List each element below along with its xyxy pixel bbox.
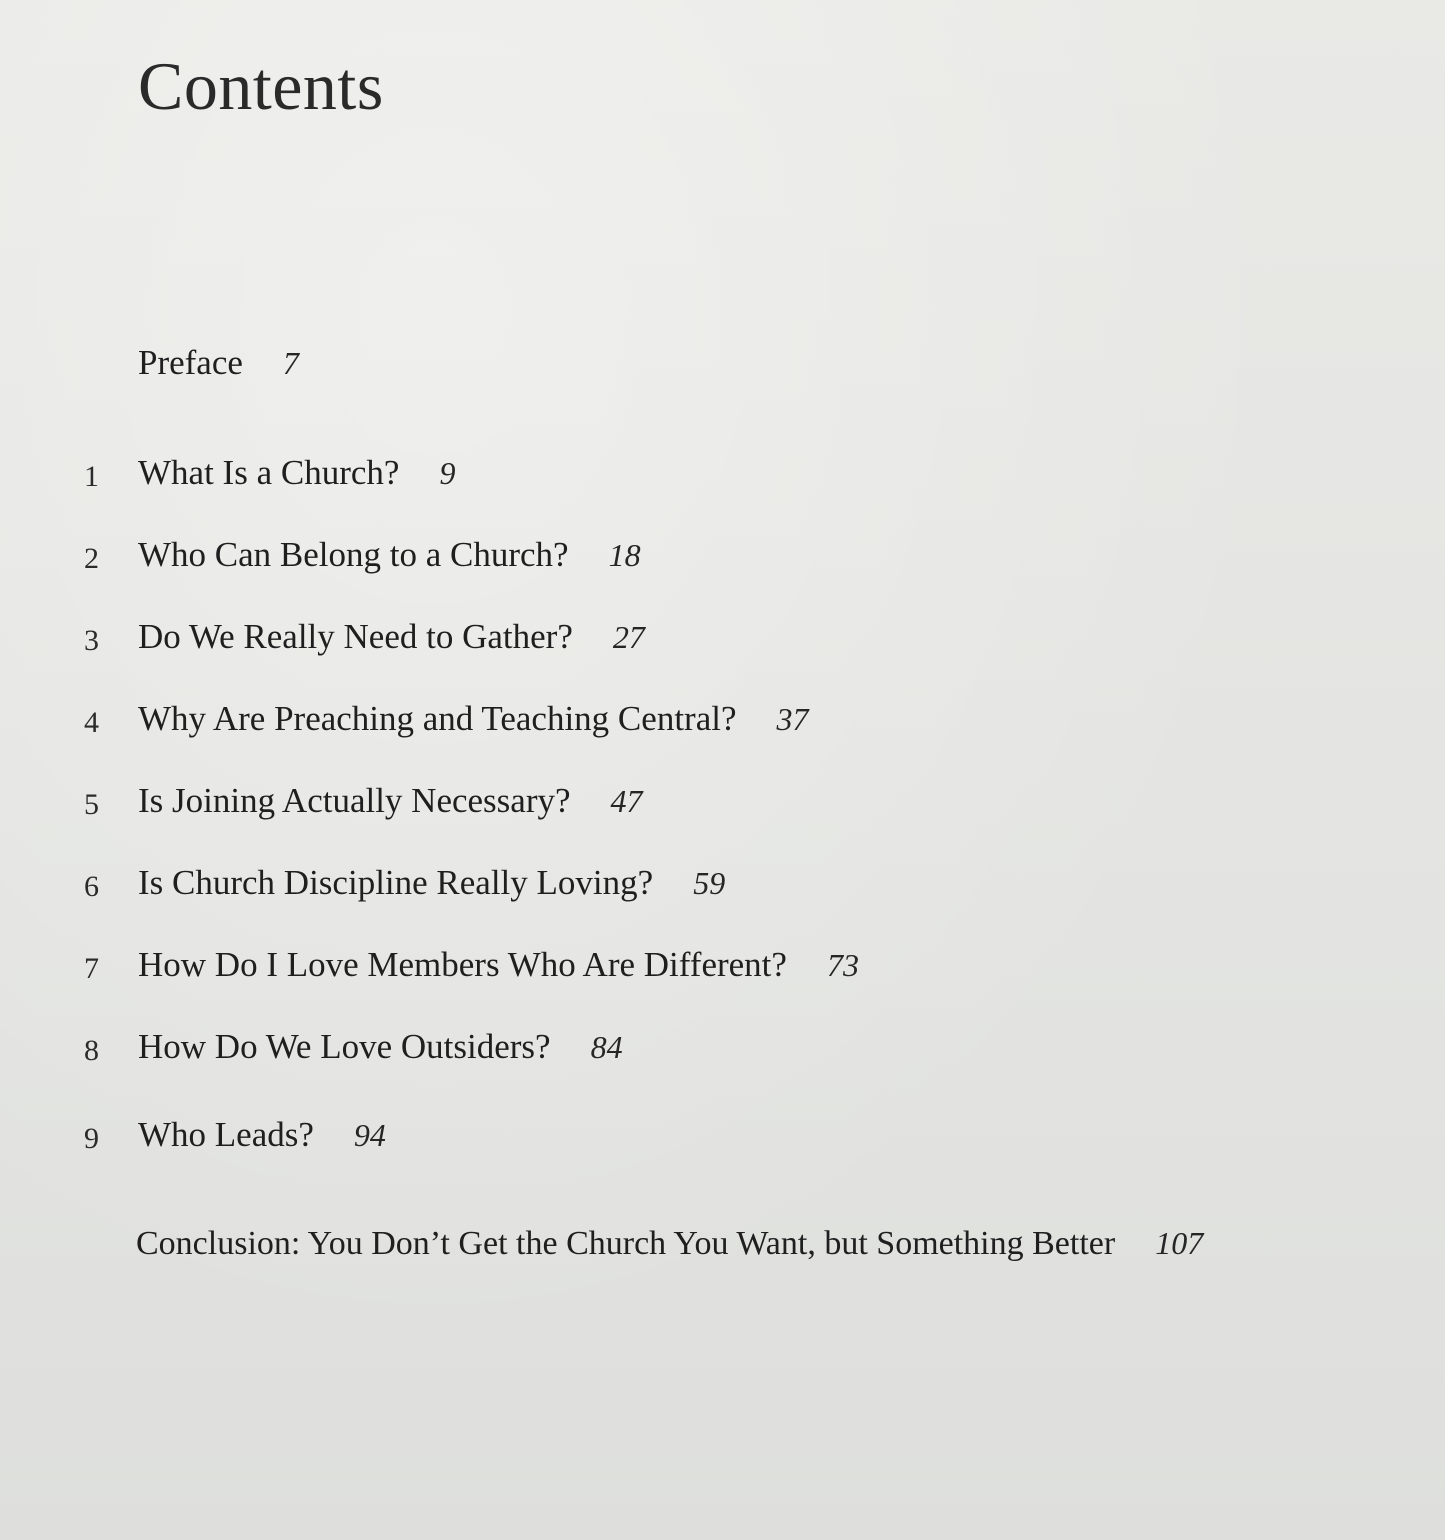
chapter-number: 6 <box>84 870 99 903</box>
toc-page-number: 84 <box>590 1029 623 1065</box>
toc-page-number: 59 <box>693 865 726 901</box>
toc-entry-chapter-7 <box>0 940 1445 990</box>
toc-entry-text <box>138 858 725 908</box>
toc-entry-title: How Do We Love Outsiders? <box>138 1027 551 1066</box>
toc-page-number: 27 <box>612 619 645 655</box>
toc-entry-title: Is Church Discipline Really Loving? <box>138 863 654 902</box>
toc-entry-text <box>138 338 299 388</box>
toc-entry-title: Do We Really Need to Gather? <box>138 617 573 656</box>
toc-page-number: 107 <box>1155 1225 1204 1261</box>
toc-entry-title: Why Are Preaching and Teaching Central? <box>138 699 737 738</box>
toc-entry-text <box>138 448 455 498</box>
toc-entry-text <box>136 1218 1203 1269</box>
chapter-number: 8 <box>84 1034 99 1067</box>
toc-entry-title: What Is a Church? <box>138 453 400 492</box>
toc-page-number: 37 <box>776 701 809 737</box>
chapter-number: 4 <box>84 706 99 739</box>
toc-entry-text <box>138 1110 386 1160</box>
toc-entry-chapter-4 <box>0 694 1445 744</box>
toc-entry-text <box>138 776 643 826</box>
chapter-number: 3 <box>84 624 99 657</box>
toc-page-number: 47 <box>610 783 643 819</box>
toc-entry-chapter-1 <box>0 448 1445 498</box>
chapter-number: 5 <box>84 788 99 821</box>
toc-entry-preface <box>0 338 1445 388</box>
toc-entry-chapter-9 <box>0 1110 1445 1160</box>
toc-entry-text <box>138 612 645 662</box>
toc-entry-title: Who Leads? <box>138 1115 314 1154</box>
toc-entry-chapter-8 <box>0 1022 1445 1072</box>
toc-entry-text <box>138 530 641 580</box>
toc-page-number: 94 <box>353 1117 386 1153</box>
toc-entry-conclusion <box>0 1218 1445 1268</box>
toc-page-number: 9 <box>439 455 456 491</box>
toc-page-number: 73 <box>826 947 859 983</box>
chapter-number: 1 <box>84 460 99 493</box>
toc-entry-title: How Do I Love Members Who Are Different? <box>138 945 787 984</box>
toc-entry-title: Conclusion: You Don’t Get the Church You Want, but Something Better <box>136 1225 1116 1262</box>
toc-entry-title: Preface <box>138 343 243 382</box>
chapter-number: 7 <box>84 952 99 985</box>
toc-entry-chapter-6 <box>0 858 1445 908</box>
toc-entry-text <box>138 694 809 744</box>
toc-entry-chapter-5 <box>0 776 1445 826</box>
toc-entry-title: Who Can Belong to a Church? <box>138 535 569 574</box>
toc-entry-chapter-3 <box>0 612 1445 662</box>
chapter-number: 2 <box>84 542 99 575</box>
page-title: Contents <box>138 48 384 124</box>
toc-entry-chapter-2 <box>0 530 1445 580</box>
toc-entry-text <box>138 1022 623 1072</box>
chapter-number: 9 <box>84 1122 99 1155</box>
toc-page-number: 7 <box>282 345 299 381</box>
toc-entry-text <box>138 940 859 990</box>
toc-page-number: 18 <box>608 537 641 573</box>
toc-entry-title: Is Joining Actually Necessary? <box>138 781 571 820</box>
